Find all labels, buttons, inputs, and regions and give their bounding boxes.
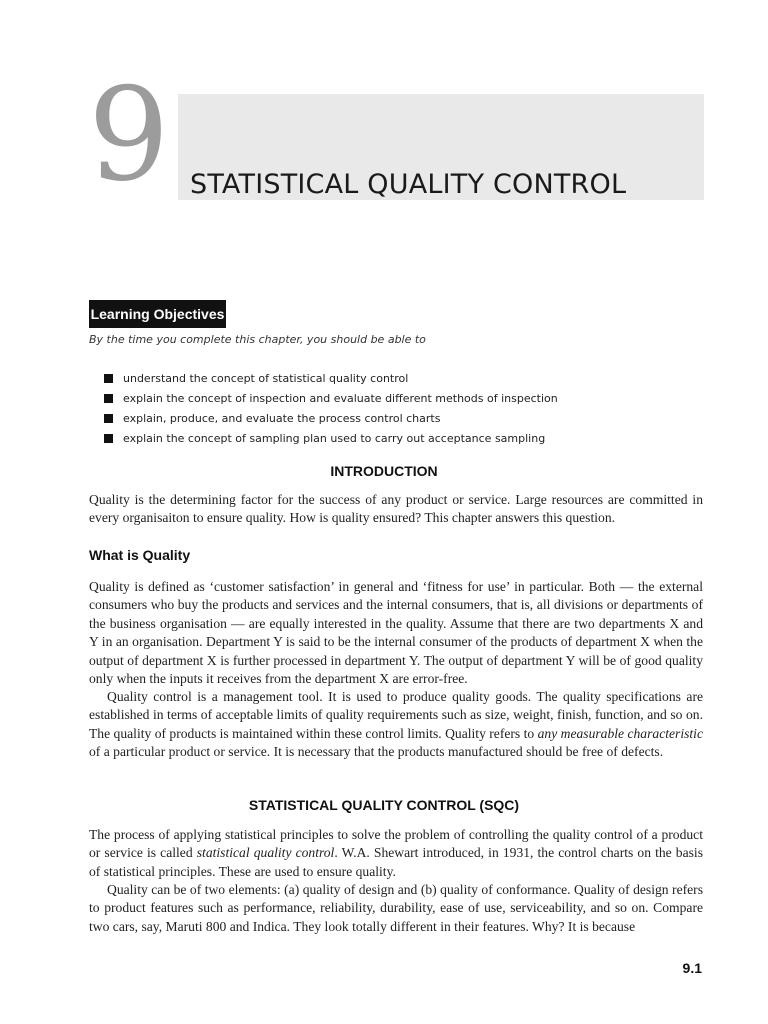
sqc-paragraph-2: Quality can be of two elements: (a) quality of design and (b) quality of conformance. Quality of design refers to product features such as performance, reliability, durability, ease of use, serviceability, and so on. Compare two cars, say, Maruti 800 and Indica. They look totally different in their features. Why? It is because: [89, 882, 703, 934]
emphasis-text: statistical quality control: [196, 845, 335, 861]
paragraph-text: Quality control is a management tool. It is used to produce quality goods. The quality specifications are established in terms of acceptable limits of quality requirements such as size, weight, finish, function, and so on. The quality of products is maintained within these control limits. Quality refers to: [89, 689, 703, 741]
square-bullet-icon: [104, 414, 113, 423]
learning-objectives-list: [104, 368, 558, 448]
page-number: 9.1: [682, 960, 702, 976]
learning-objectives-intro: By the time you complete this chapter, you should be able to: [89, 333, 426, 346]
emphasis-text: any measurable characteristic: [537, 725, 703, 741]
quality-paragraph-2: [89, 688, 703, 762]
objective-text: explain the concept of sampling plan used to carry out acceptance sampling: [123, 431, 546, 445]
paragraph-text: . W.A. Shewart introduced, in 1931, the control charts on the basis of statistical principles. These are used to ensure quality.: [89, 845, 703, 879]
paragraph-text: The process of applying statistical principles to solve the problem of controlling the quality control of a product or service is called: [89, 827, 703, 861]
sqc-paragraph-1: [89, 826, 703, 881]
paragraph-text: of a particular product or service. It is necessary that the products manufactured should be free of defects.: [89, 744, 664, 760]
square-bullet-icon: [104, 394, 113, 403]
chapter-title: STATISTICAL QUALITY CONTROL: [190, 169, 627, 200]
learning-objectives-label: Learning Objectives: [89, 300, 226, 328]
what-is-quality-heading: What is Quality: [89, 547, 191, 563]
introduction-heading: INTRODUCTION: [330, 463, 438, 479]
objective-text: understand the concept of statistical quality control: [123, 371, 409, 385]
objective-text: explain the concept of inspection and evaluate different methods of inspection: [123, 391, 558, 405]
list-item: [104, 428, 558, 448]
quality-paragraph-1: Quality is defined as ‘customer satisfaction’ in general and ‘fitness for use’ in particular. Both — the external consumers who buy the products and services and the internal consumers, that is, all divisions or departments of the business organisation — are equally interested in the quality. Assume that there are two departments X and Y in an organisation. Department Y is said to be the internal consumer of the products of department X when the output of department X is further processed in department Y. The output of department Y will be of good quality only when the inputs it receives from the department X are error-free.: [89, 579, 703, 687]
objective-text: explain, produce, and evaluate the process control charts: [123, 411, 441, 425]
square-bullet-icon: [104, 374, 113, 383]
list-item: [104, 408, 558, 428]
list-item: [104, 368, 558, 388]
square-bullet-icon: [104, 434, 113, 443]
sqc-heading: STATISTICAL QUALITY CONTROL (SQC): [248, 797, 520, 813]
introduction-paragraph: Quality is the determining factor for the success of any product or service. Large resources are committed in every organisaiton to ensure quality. How is quality ensured? This chapter answers this question.: [89, 492, 703, 526]
list-item: [104, 388, 558, 408]
chapter-number: 9: [88, 61, 170, 210]
